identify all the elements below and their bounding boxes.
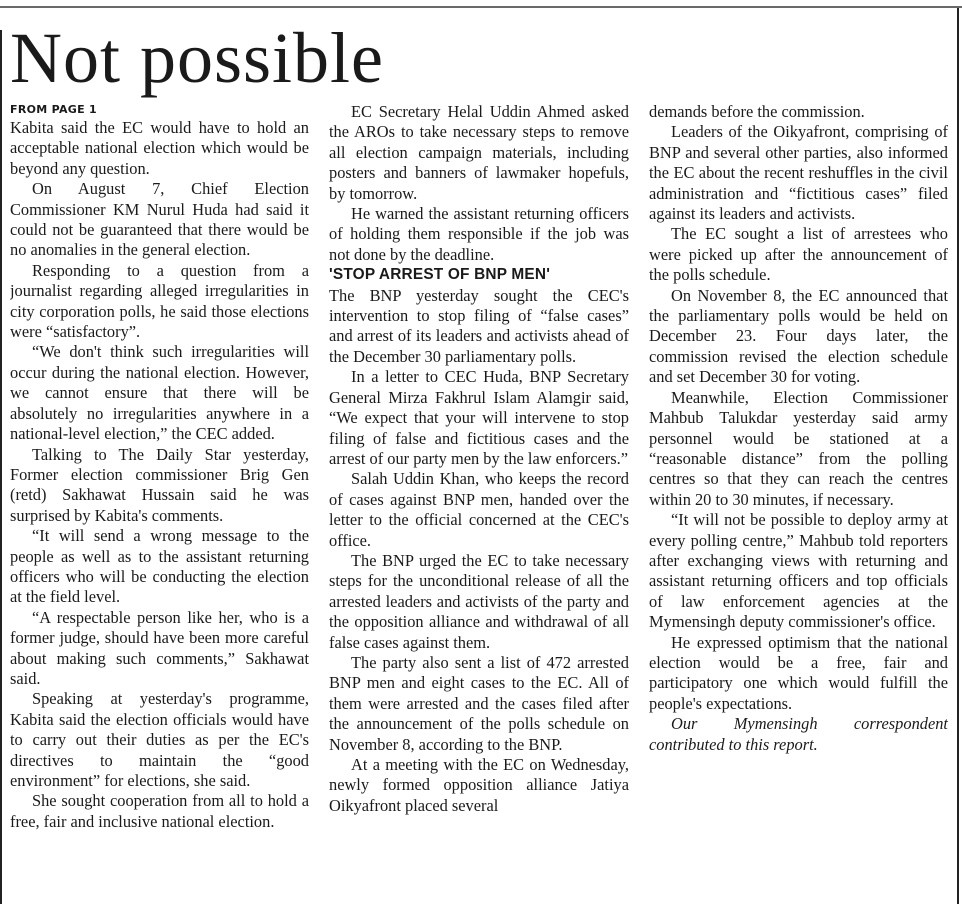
paragraph: Kabita said the EC would have to hold an acceptable national election which would be beyond any question.: [10, 118, 309, 178]
paragraph: The BNP urged the EC to take necessary steps for the unconditional release of all the arrested leaders and activists of the party and the opposition alliance and withdrawal of all false cases against them.: [329, 550, 629, 652]
paragraph: demands before the commission.: [649, 102, 865, 121]
paragraph: He expressed optimism that the national election would be a free, fair and participatory one which would fulfill the people's expectations.: [649, 632, 948, 713]
paragraph: The party also sent a list of 472 arrested BNP men and eight cases to the EC. All of them were arrested and the cases filed after the announcement of the polls schedule on November 8, according to the BNP.: [329, 652, 629, 754]
article-column-2: [329, 102, 629, 902]
paragraph: Speaking at yesterday's programme, Kabita said the election officials would have to carry out their duties as per the EC's directives to maintain the “good environment” for elections, she said.: [10, 689, 309, 790]
paragraph: In a letter to CEC Huda, BNP Secretary General Mirza Fakhrul Islam Alamgir said, “We expect that your will intervene to stop filing of false and fictitious cases and the arrest of our party men by the law enforcers.”: [329, 367, 629, 468]
headline: Not possible: [10, 18, 385, 98]
left-column-rule: [0, 30, 2, 904]
subheading: 'STOP ARREST OF BNP MEN': [329, 266, 551, 284]
paragraph: The BNP yesterday sought the CEC's intervention to stop filing of “false cases” and arrest of its leaders and activists ahead of the December 30 parliamentary polls.: [329, 285, 629, 366]
paragraph: Talking to The Daily Star yesterday, Former election commissioner Brig Gen (retd) Sakhawat Hussain said he was surprised by Kabita's comments.: [10, 444, 309, 525]
paragraph: On November 8, the EC announced that the parliamentary polls would be held on December 23. Four days later, the commission revised the election schedule and set December 30 for voting.: [649, 285, 948, 387]
top-rule: [0, 6, 962, 8]
paragraph: He warned the assistant returning officers of holding them responsible if the job was not done by the deadline.: [329, 204, 629, 264]
paragraph: Meanwhile, Election Commissioner Mahbub Talukdar yesterday said army personnel would be stationed at a “reasonable distance” from the polling centres so that they can reach the centres within 20 to 30 minutes, if necessary.: [649, 387, 948, 509]
paragraph: “It will not be possible to deploy army at every polling centre,” Mahbub told reporters after exchanging views with returning and assistant returning officers and top officials of law enforcement agencies at the Mymensingh deputy commissioner's office.: [649, 510, 948, 632]
paragraph: At a meeting with the EC on Wednesday, newly formed opposition alliance Jatiya Oikyafront placed several: [329, 755, 629, 815]
paragraph: Responding to a question from a journalist regarding alleged irregularities in city corporation polls, he said those elections were “satisfactory”.: [10, 260, 309, 342]
paragraph: She sought cooperation from all to hold a free, fair and inclusive national election.: [10, 791, 309, 831]
paragraph: “We don't think such irregularities will occur during the national election. However, we cannot ensure that there will be absolutely no irregularities anywhere in a national-level election,” the CEC added.: [10, 342, 309, 444]
paragraph: The EC sought a list of arrestees who were picked up after the announcement of the polls schedule.: [649, 224, 948, 285]
correspondent-credit: Our Mymensingh correspondent contributed to this report.: [649, 714, 948, 754]
paragraph: Salah Uddin Khan, who keeps the record of cases against BNP men, handed over the letter to the official concerned at the CEC's office.: [329, 469, 629, 550]
paragraph: “A respectable person like her, who is a former judge, should have been more careful about making such comments,” Sakhawat said.: [10, 607, 309, 688]
paragraph: “It will send a wrong message to the people as well as to the assistant returning officers who will be conducting the election at the field level.: [10, 526, 309, 607]
paragraph: Leaders of the Oikyafront, comprising of BNP and several other parties, also informed the EC about the recent reshuffles in the civil administration and “fictitious cases” filed against its leaders and activists.: [649, 122, 948, 224]
right-column-rule: [957, 8, 959, 904]
article-column-3: [649, 102, 948, 902]
paragraph: EC Secretary Helal Uddin Ahmed asked the AROs to take necessary steps to remove all election campaign materials, including posters and banners of lawmaker hopefuls, by tomorrow.: [329, 102, 629, 203]
article-column-1: [10, 102, 309, 902]
from-page-kicker: FROM PAGE 1: [10, 103, 98, 116]
paragraph: On August 7, Chief Election Commissioner KM Nurul Huda had said it could not be guaranteed that there would be no anomalies in the general election.: [10, 179, 309, 260]
